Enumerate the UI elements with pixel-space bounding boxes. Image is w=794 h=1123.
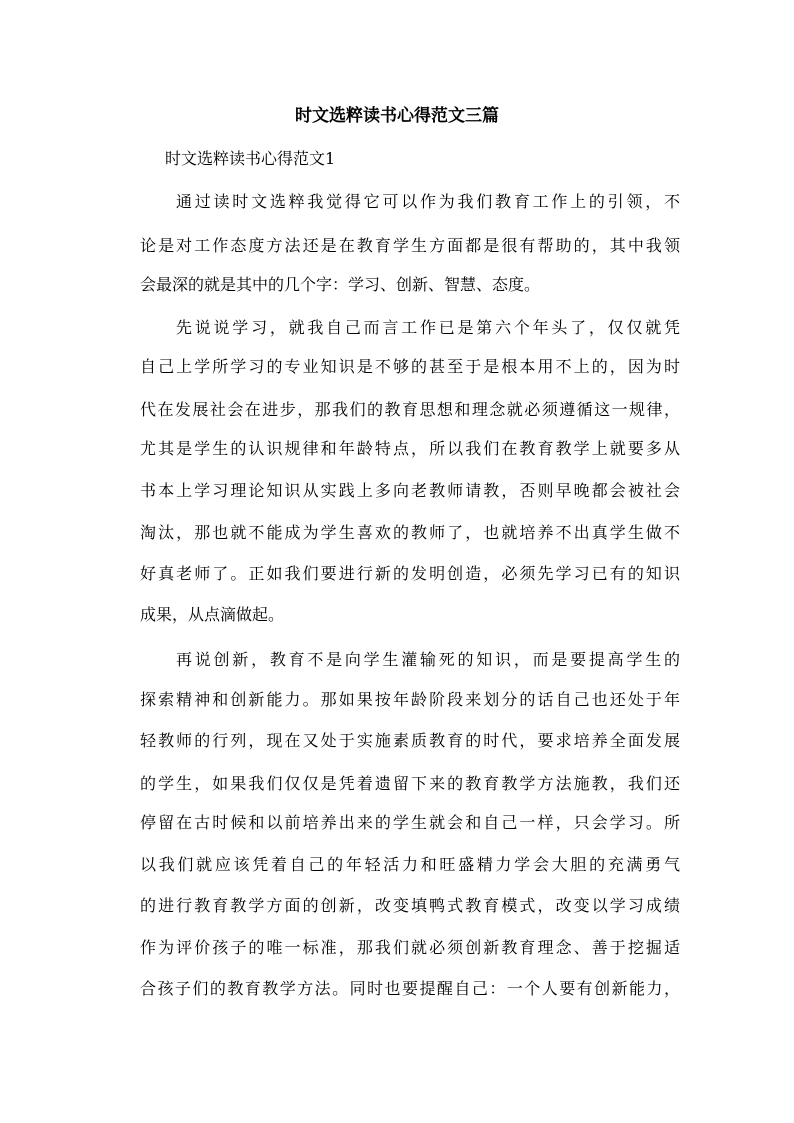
paragraph-line: 通过读时文选粹我觉得它可以作为我们教育工作上的引领，不	[176, 192, 680, 211]
paragraph-line: 会最深的就是其中的几个字：学习、创新、智慧、态度。	[140, 275, 541, 294]
paragraph-line: 轻教师的行列，现在又处于实施素质教育的时代，要求培养全面发展	[140, 731, 680, 750]
paragraph-line: 停留在古时候和以前培养出来的学生就会和自己一样，只会学习。所	[140, 813, 680, 832]
paragraph-line: 探索精神和创新能力。那如果按年龄阶段来划分的话自己也还处于年	[140, 690, 680, 709]
paragraph-line: 作为评价孩子的唯一标准，那我们就必须创新教育理念、善于挖掘适	[140, 938, 680, 957]
paragraph-line: 合孩子们的教育教学方法。同时也要提醒自己：一个人要有创新能力，	[140, 979, 680, 998]
paragraph-line: 尤其是学生的认识规律和年龄特点，所以我们在教育教学上就要多从	[140, 439, 680, 458]
paragraph-line: 成果，从点滴做起。	[140, 605, 285, 624]
paragraph-line: 论是对工作态度方法还是在教育学生方面都是很有帮助的，其中我领	[140, 236, 680, 255]
section-heading: 时文选粹读书心得范文1	[165, 149, 336, 168]
paragraph-line: 的学生，如果我们仅仅是凭着遗留下来的教育教学方法施教，我们还	[140, 774, 680, 793]
paragraph-line: 的进行教育教学方面的创新，改变填鸭式教育模式，改变以学习成绩	[140, 896, 680, 915]
paragraph-line: 淘汰，那也就不能成为学生喜欢的教师了，也就培养不出真学生做不	[140, 523, 680, 542]
paragraph-line: 书本上学习理论知识从实践上多向老教师请教，否则早晚都会被社会	[140, 481, 680, 500]
paragraph-line: 再说创新，教育不是向学生灌输死的知识，而是要提高学生的	[176, 650, 680, 669]
paragraph-line: 自己上学所学习的专业知识是不够的甚至于是根本用不上的，因为时	[140, 357, 680, 376]
paragraph-line: 以我们就应该凭着自己的年轻活力和旺盛精力学会大胆的充满勇气	[140, 855, 680, 874]
paragraph-line: 代在发展社会在进步，那我们的教育思想和理念就必须遵循这一规律，	[140, 400, 680, 419]
paragraph-line: 先说说学习，就我自己而言工作已是第六个年头了，仅仅就凭	[176, 318, 680, 337]
paragraph-line: 好真老师了。正如我们要进行新的发明创造，必须先学习已有的知识	[140, 564, 680, 583]
document-title: 时文选粹读书心得范文三篇	[295, 106, 499, 126]
